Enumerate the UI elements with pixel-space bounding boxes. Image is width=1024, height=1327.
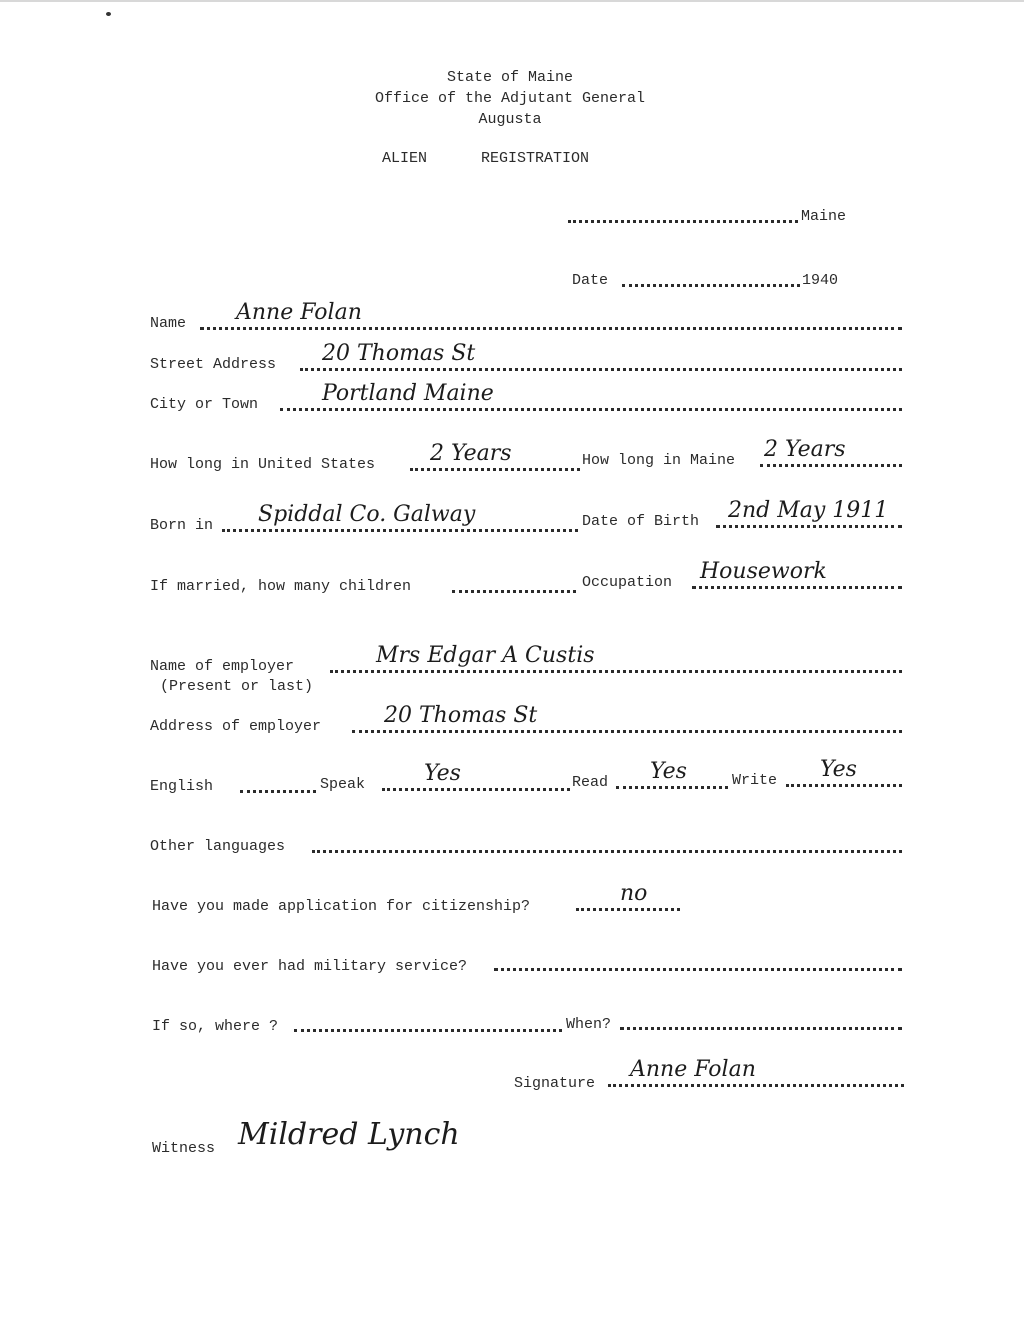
- place-leader: [568, 220, 798, 223]
- read-leader: [616, 786, 728, 789]
- signature-value: Anne Folan: [630, 1057, 756, 1082]
- when-leader: [620, 1027, 902, 1030]
- write-leader: [786, 784, 902, 787]
- born-in-value: Spiddal Co. Galway: [258, 502, 476, 527]
- employer-address-leader: [352, 730, 902, 733]
- read-label: Read: [572, 774, 609, 791]
- date-of-birth-value: 2nd May 1911: [728, 498, 889, 523]
- employer-address-value: 20 Thomas St: [384, 703, 538, 728]
- title-registration: REGISTRATION: [481, 150, 590, 167]
- city-value: Portland Maine: [322, 381, 494, 406]
- employer-address-label: Address of employer: [150, 718, 322, 735]
- how-long-us-label: How long in United States: [150, 456, 376, 473]
- write-value: Yes: [820, 757, 857, 782]
- date-of-birth-leader: [716, 525, 902, 528]
- header-office: Office of the Adjutant General: [374, 90, 646, 107]
- city-label: City or Town: [150, 396, 259, 413]
- how-long-us-leader: [410, 468, 580, 471]
- employer-leader: [330, 670, 902, 673]
- name-value: Anne Folan: [236, 300, 362, 325]
- how-long-maine-value: 2 Years: [764, 437, 846, 462]
- military-leader: [494, 968, 902, 971]
- date-year: 1940: [802, 272, 839, 289]
- name-leader: [200, 327, 902, 330]
- citizenship-label: Have you made application for citizenship?: [152, 898, 531, 915]
- witness-signature: Mildred Lynch: [238, 1117, 460, 1152]
- other-languages-leader: [312, 850, 902, 853]
- name-label: Name: [150, 315, 187, 332]
- occupation-value: Housework: [700, 559, 827, 584]
- date-leader: [622, 284, 800, 287]
- date-of-birth-label: Date of Birth: [582, 513, 700, 530]
- how-long-us-value: 2 Years: [430, 441, 512, 466]
- write-label: Write: [732, 772, 778, 789]
- occupation-leader: [692, 586, 902, 589]
- speak-label: Speak: [320, 776, 366, 793]
- speak-value: Yes: [424, 761, 461, 786]
- how-long-maine-leader: [760, 464, 902, 467]
- employer-sublabel: (Present or last): [160, 678, 314, 695]
- occupation-label: Occupation: [582, 574, 673, 591]
- street-label: Street Address: [150, 356, 277, 373]
- street-value: 20 Thomas St: [322, 341, 476, 366]
- children-leader: [452, 590, 576, 593]
- employer-value: Mrs Edgar A Custis: [376, 643, 595, 668]
- city-leader: [280, 408, 902, 411]
- citizenship-leader: [576, 908, 680, 911]
- header-state: State of Maine: [446, 69, 574, 86]
- header-city: Augusta: [478, 111, 542, 128]
- page-top-edge: [0, 0, 1024, 2]
- children-label: If married, how many children: [150, 578, 412, 595]
- street-leader: [300, 368, 902, 371]
- where-label: If so, where ?: [152, 1018, 279, 1035]
- speck-mark: [106, 12, 111, 16]
- place-maine: Maine: [801, 208, 847, 225]
- how-long-maine-label: How long in Maine: [582, 452, 736, 469]
- read-value: Yes: [650, 759, 687, 784]
- born-in-leader: [222, 529, 578, 532]
- witness-label: Witness: [152, 1140, 216, 1157]
- signature-label: Signature: [514, 1075, 596, 1092]
- speak-leader: [382, 788, 570, 791]
- military-label: Have you ever had military service?: [152, 958, 468, 975]
- english-leader: [240, 790, 316, 793]
- citizenship-value: no: [620, 881, 648, 906]
- title-alien: ALIEN: [382, 150, 428, 167]
- other-languages-label: Other languages: [150, 838, 286, 855]
- employer-label: Name of employer: [150, 658, 295, 675]
- english-label: English: [150, 778, 214, 795]
- born-in-label: Born in: [150, 517, 214, 534]
- signature-leader: [608, 1084, 904, 1087]
- where-leader: [294, 1029, 562, 1032]
- when-label: When?: [566, 1016, 612, 1033]
- date-label: Date: [572, 272, 609, 289]
